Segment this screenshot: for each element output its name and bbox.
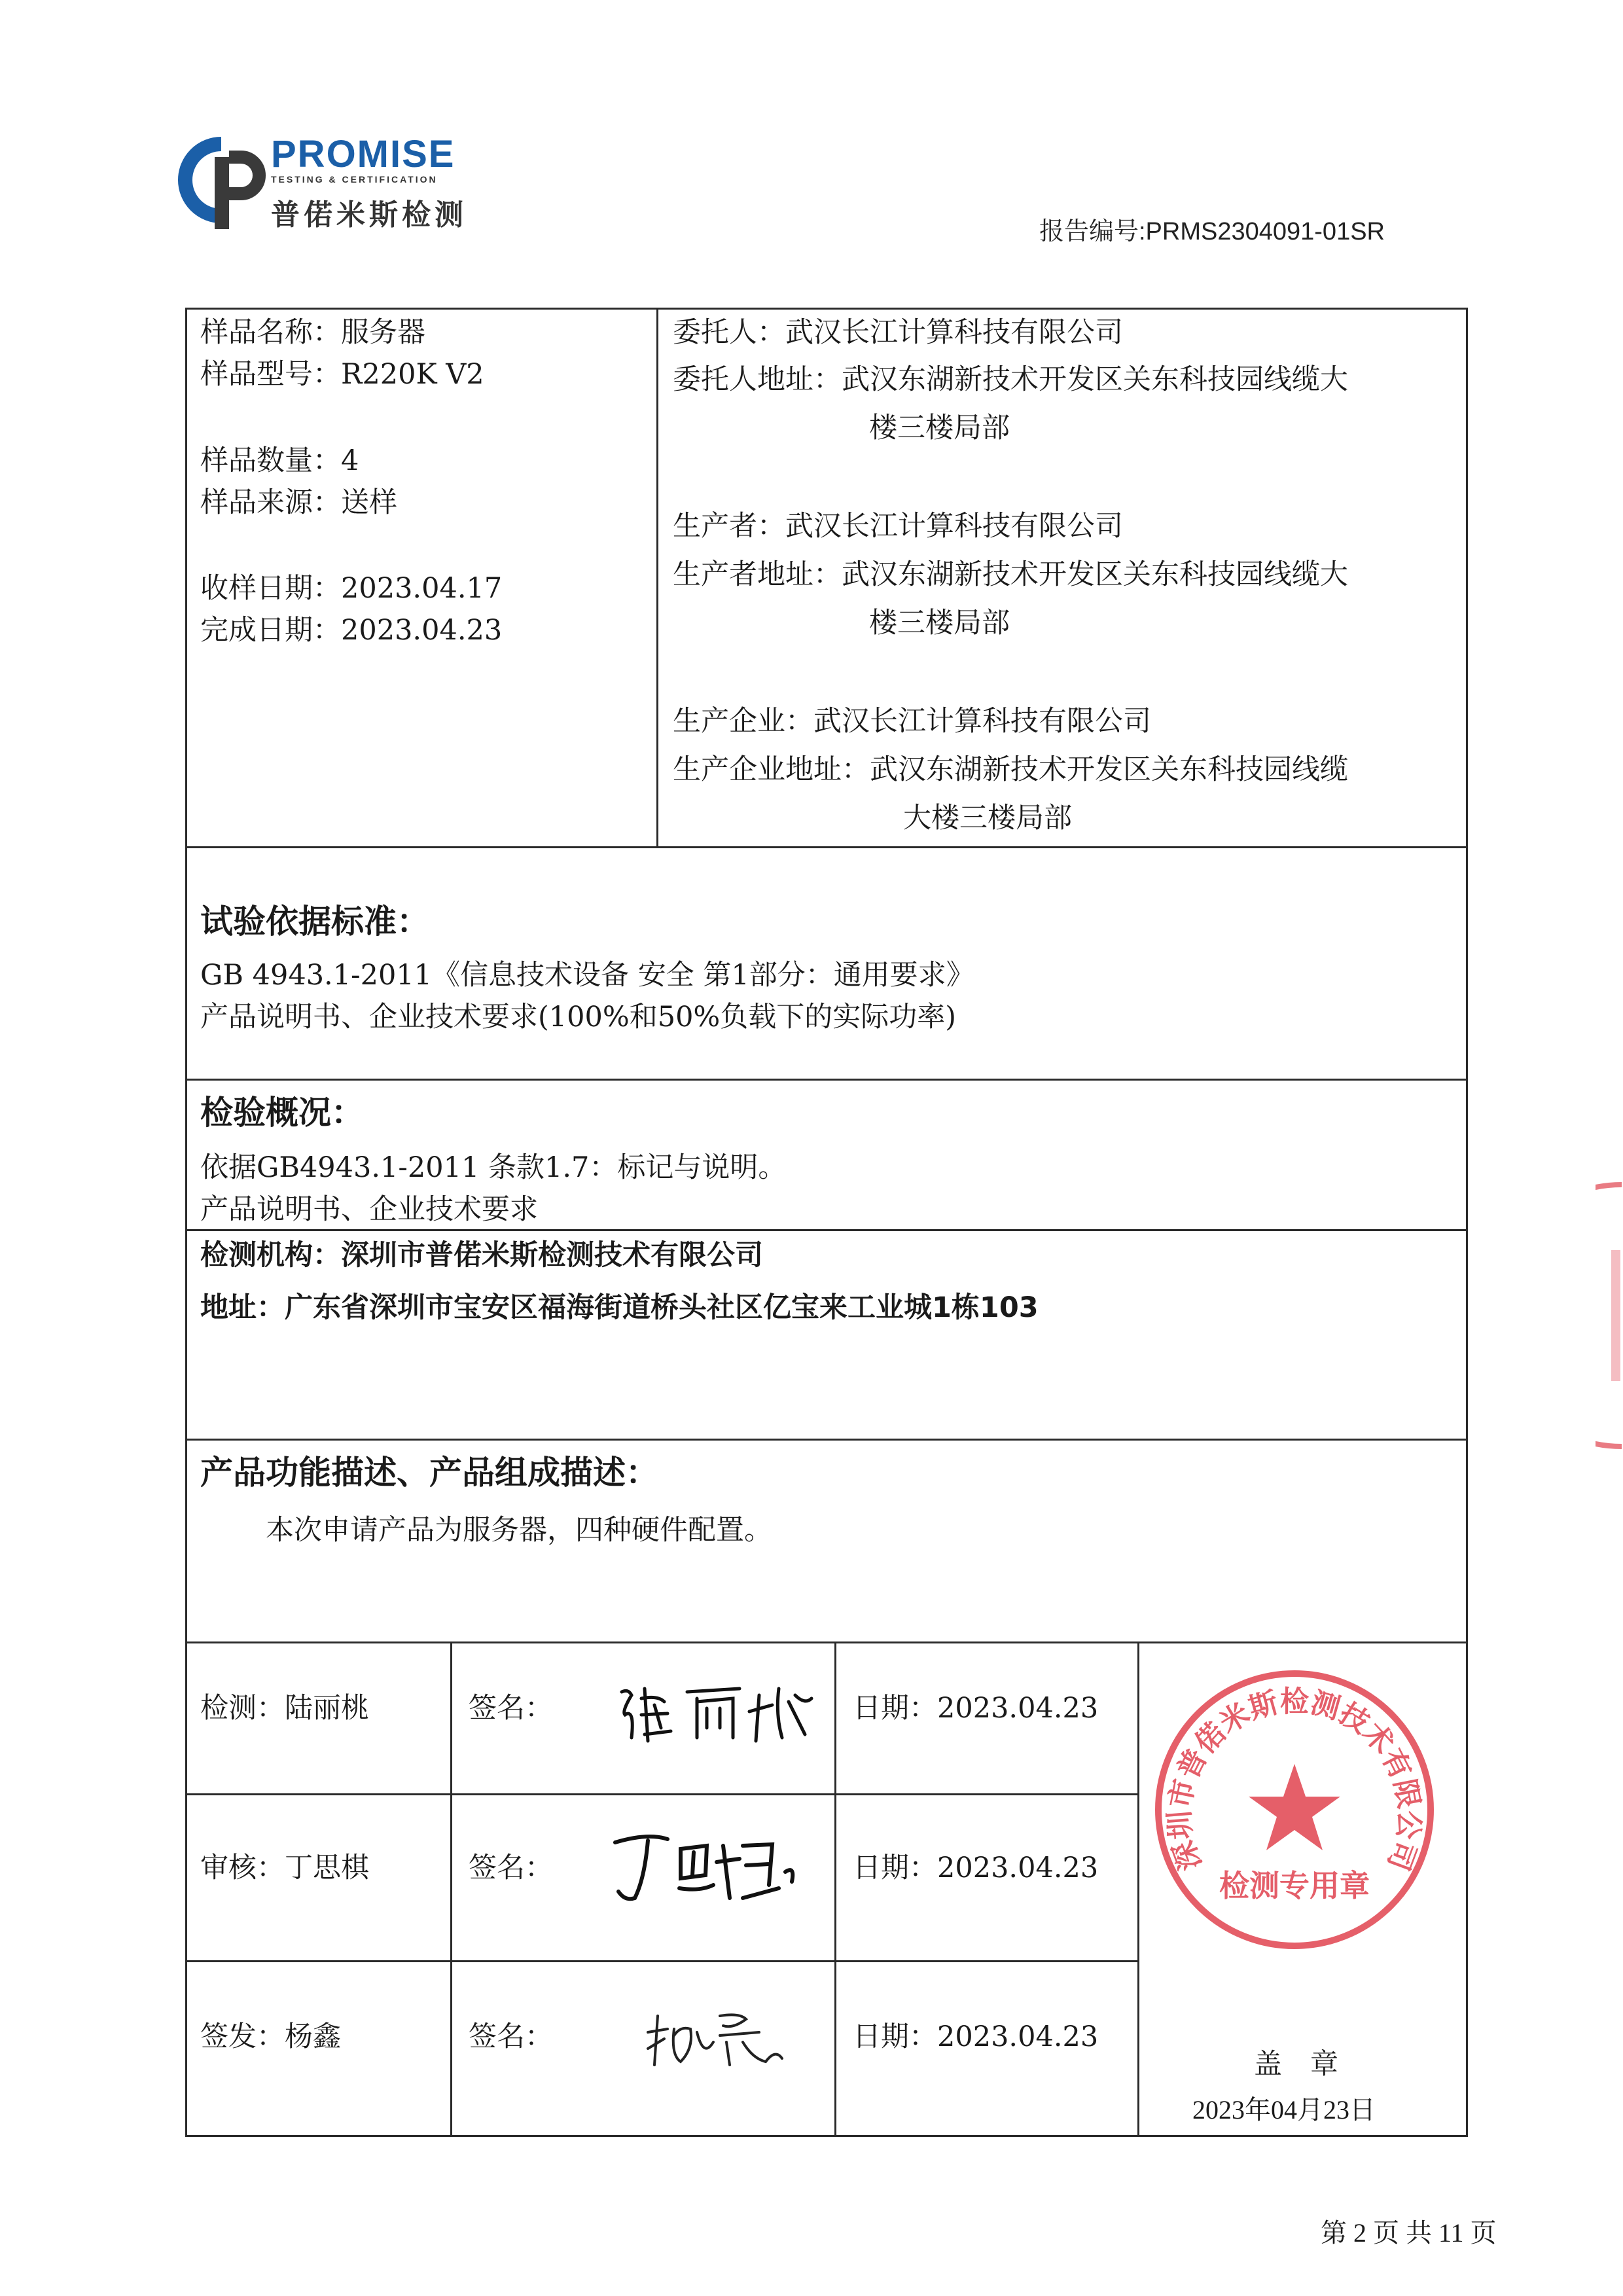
tester-sign-label: 签名： (469, 1692, 553, 1725)
tester: 检测：陆丽桃 (200, 1692, 369, 1725)
brand-name-en: PROMISE (271, 133, 455, 175)
overview-line-1: 依据GB4943.1-2011 条款1.7：标记与说明。 (200, 1151, 787, 1184)
product-desc: 本次申请产品为服务器，四种硬件配置。 (266, 1514, 772, 1547)
client-address-cont: 楼三楼局部 (869, 412, 1010, 444)
official-seal (1150, 1666, 1438, 1954)
issuer: 签发：杨鑫 (200, 2020, 341, 2053)
reviewer-sign-label: 签名： (469, 1852, 553, 1884)
client-name: 委托人：武汉长江计算科技有限公司 (673, 316, 1123, 349)
standard-line-1: GB 4943.1-2011《信息技术设备 安全 第1部分：通用要求》 (200, 959, 974, 992)
reviewer-signature (609, 1826, 805, 1911)
lab-name: 检测机构：深圳市普偌米斯检测技术有限公司 (200, 1239, 763, 1272)
page-number: 第 2 页 共 11 页 (1321, 2218, 1497, 2248)
standard-line-2: 产品说明书、企业技术要求(100%和50%负载下的实际功率) (200, 1001, 957, 1033)
brand-tagline: TESTING & CERTIFICATION (271, 174, 438, 185)
sample-name: 样品名称：服务器 (200, 316, 425, 349)
finish-date: 完成日期：2023.04.23 (200, 614, 503, 647)
manufacturer-address: 生产企业地址：武汉东湖新技术开发区关东科技园线缆 (673, 753, 1348, 786)
manufacturer-address-cont: 大楼三楼局部 (903, 802, 1072, 834)
tester-date: 日期：2023.04.23 (853, 1692, 1099, 1725)
seal-label: 盖 章 (1254, 2048, 1338, 2081)
sample-quantity: 样品数量：4 (200, 444, 359, 477)
receive-date: 收样日期：2023.04.17 (200, 572, 503, 605)
overview-title: 检验概况： (200, 1094, 364, 1132)
report-number: 报告编号:PRMS2304091-01SR (1039, 218, 1385, 245)
sample-source: 样品来源：送样 (200, 486, 397, 519)
producer-address: 生产者地址：武汉东湖新技术开发区关东科技园线缆大 (673, 558, 1348, 591)
standard-title: 试验依据标准： (200, 903, 429, 941)
issuer-signature (635, 2003, 792, 2075)
seal-center-text: 检测专用章 (1219, 1868, 1370, 1903)
product-title: 产品功能描述、产品组成描述： (200, 1454, 658, 1492)
issuer-date: 日期：2023.04.23 (853, 2020, 1099, 2053)
producer-address-cont: 楼三楼局部 (869, 607, 1010, 639)
reviewer-date: 日期：2023.04.23 (853, 1852, 1099, 1884)
client-address: 委托人地址：武汉东湖新技术开发区关东科技园线缆大 (673, 363, 1348, 396)
seal-date: 2023年04月23日 (1192, 2095, 1376, 2125)
partial-seal (1596, 1178, 1623, 1453)
issuer-sign-label: 签名： (469, 2020, 553, 2053)
tester-signature (609, 1676, 818, 1748)
sample-model: 样品型号：R220K V2 (200, 358, 484, 391)
producer-name: 生产者：武汉长江计算科技有限公司 (673, 510, 1123, 543)
lab-address: 地址：广东省深圳市宝安区福海街道桥头社区亿宝来工业城1栋103 (200, 1291, 1039, 1324)
brand-name-cn: 普偌米斯检测 (271, 198, 467, 232)
manufacturer-name: 生产企业：武汉长江计算科技有限公司 (673, 705, 1151, 738)
reviewer: 审核：丁思棋 (200, 1852, 369, 1884)
seal-ring-text: 深圳市普偌米斯检测技术有限公司 (1162, 1685, 1427, 1875)
overview-line-2: 产品说明书、企业技术要求 (200, 1193, 538, 1226)
